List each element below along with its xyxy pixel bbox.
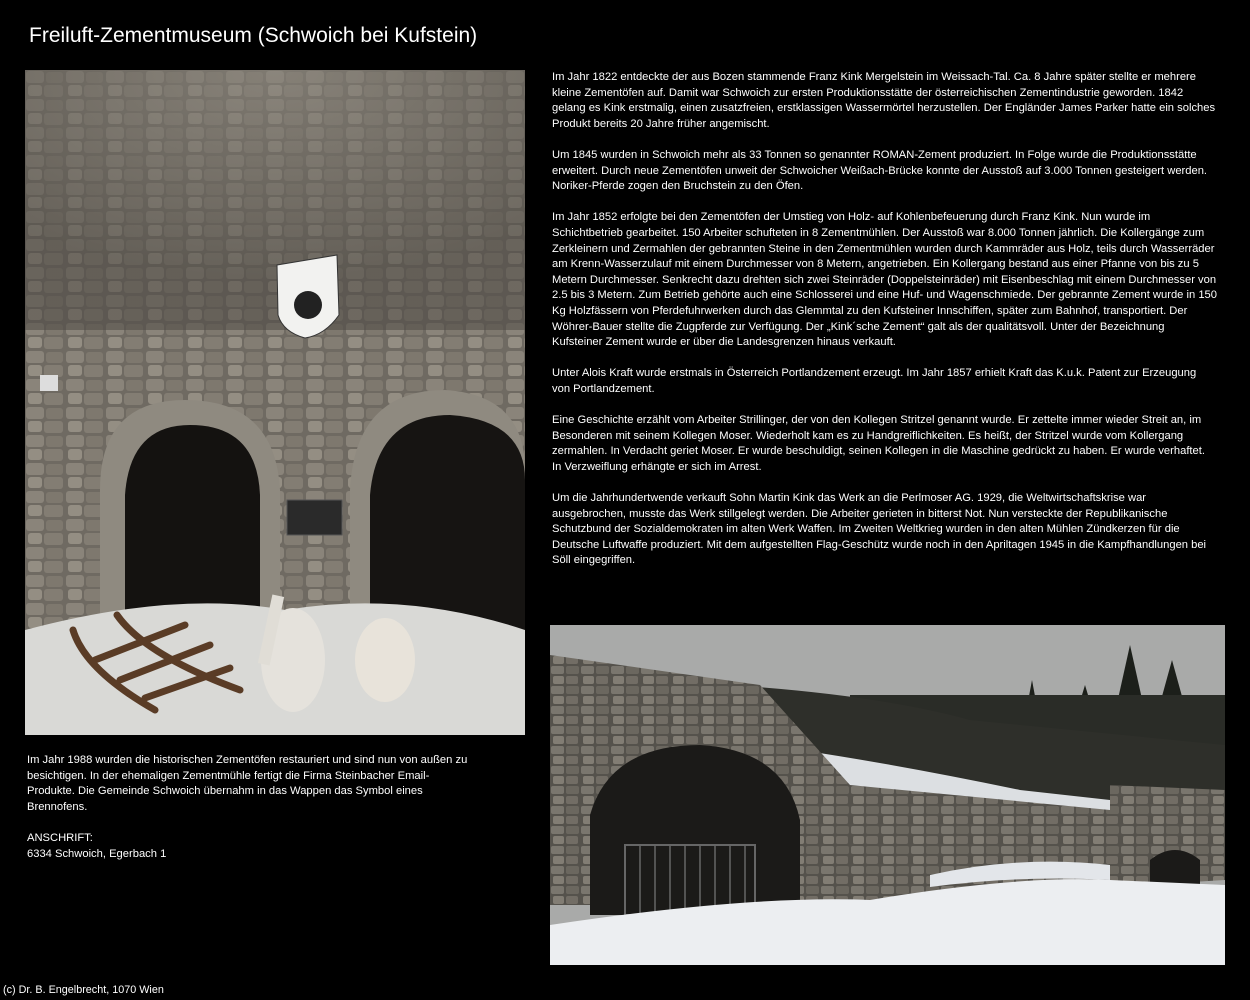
history-text — [552, 70, 1217, 585]
address-value: 6334 Schwoich, Egerbach 1 — [27, 847, 167, 860]
address-block — [27, 831, 472, 862]
paragraph-2: Um 1845 wurden in Schwoich mehr als 33 Tonnen so genannter ROMAN-Zement produziert. In Folge wurde die Produktionsstätte erweitert. Durch neue Zementöfen unweit der Schwoicher Weißach-Brücke konnte der Ausstoß auf 3.000 Tonnen gesteigert werden. Noriker-Pferde zogen den Bruchstein zu den Öfen. — [552, 148, 1208, 193]
caption-block — [27, 753, 472, 862]
copyright-notice: (c) Dr. B. Engelbrecht, 1070 Wien — [3, 984, 164, 996]
address-label: ANSCHRIFT: — [27, 831, 93, 844]
page-title: Freiluft-Zementmuseum (Schwoich bei Kufstein) — [29, 24, 478, 47]
snowy-kiln-wall-photo — [550, 625, 1225, 965]
paragraph-6: Um die Jahrhundertwende verkauft Sohn Martin Kink das Werk an die Perlmoser AG. 1929, die Weltwirtschaftskrise war ausgebrochen, musste das Werk stillgelegt werden. Die Arbeiter gerieten in bitterst Not. Nun versteckte der Republikanische Schutzbund der Sozialdemokraten im alten Werk Waffen. Im Zweiten Weltkrieg wurden in den alten Mühlen Zündkerzen für die Deutsche Luftwaffe produziert. Mit dem aufgestellten Flag-Geschütz wurde noch in den Apriltagen 1945 in die Kampfhandlungen bei Söll eingegriffen. — [552, 492, 1207, 567]
paragraph-4: Unter Alois Kraft wurde erstmals in Österreich Portlandzement erzeugt. Im Jahr 1857 erhielt Kraft das K.u.k. Patent zur Erzeugung von Portlandzement. — [552, 367, 1197, 395]
photo-caption: Im Jahr 1988 wurden die historischen Zementöfen restauriert und sind nun von außen zu besichtigen. In der ehemaligen Zementmühle fertigt die Firma Steinbacher Email-Produkte. Die Gemeinde Schwoich übernahm in das Wappen das Symbol eines Brennofens. — [27, 754, 468, 813]
kiln-arches-photo — [25, 70, 525, 735]
paragraph-3: Im Jahr 1852 erfolgte bei den Zementöfen der Umstieg von Holz- auf Kohlenbefeuerung durch Franz Kink. Nun wurde im Schichtbetrieb gearbeitet. 150 Arbeiter schufteten in 8 Zementmühlen. Der Ausstoß war 8.000 Tonnen jährlich. Die Kollergänge zum Zerkleinern und Zermahlen der gebrannten Steine in den Zementmühlen wurden durch Kammräder aus Holz, teils durch Wasserräder am Krenn-Wasserzulauf mit einem Durchmesser von 8 Metern, angetrieben. Ein Kollergang bestand aus einer Pfanne von bis zu 5 Metern Durchmesser. Senkrecht dazu drehten sich zwei Steinräder (Doppelsteinräder) mit Eisenbeschlag mit einem Durchmesser von 2.5 bis 3 Metern. Zum Betrieb gehörte auch eine Schlosserei und eine Huf- und Wagenschmiede. Der gebrannte Zement wurde in 150 Kg Holzfässern von Pferdefuhrwerken durch das Glemmtal zu den Kufsteiner Innschiffen, später zum Bahnhof, transportiert. Der Wöhrer-Bauer stellte die Zugpferde zur Verfügung. Der „Kink´sche Zement“ galt als der qualitätsvoll. Unter der Bezeichnung Kufsteiner Zement wurde er über die Landesgrenzen hinaus verkauft. — [552, 211, 1217, 349]
paragraph-1: Im Jahr 1822 entdeckte der aus Bozen stammende Franz Kink Mergelstein im Weissach-Tal. Ca. 8 Jahre später stellte er mehrere kleine Zementöfen auf. Damit war Schwoich zur ersten Produktionsstätte der österreichischen Zementindustrie geworden. 1842 gelang es Kink erstmalig, einen zusatzfreien, erstklassigen Wassermörtel herzustellen. Der Engländer James Parker hatte ein solches Produkt bereits 20 Jahre früher angemischt. — [552, 71, 1216, 130]
kiln-arches-illustration — [25, 70, 525, 735]
paragraph-5: Eine Geschichte erzählt vom Arbeiter Strillinger, der von den Kollegen Stritzel genannt wurde. Er zettelte immer wieder Streit an, im Besonderen mit seinem Kollegen Moser. Wiederholt kam es zu Handgreiflichkeiten. Es heißt, der Stritzel wurde vom Kollergang zermahlen. In Verdacht geriet Moser. Er wurde beschuldigt, seinen Kollegen in die Maschine gedrückt zu haben. Er wurde verhaftet. In Verzweiflung erhängte er sich im Arrest. — [552, 414, 1205, 473]
snowy-kiln-wall-illustration — [550, 625, 1225, 965]
